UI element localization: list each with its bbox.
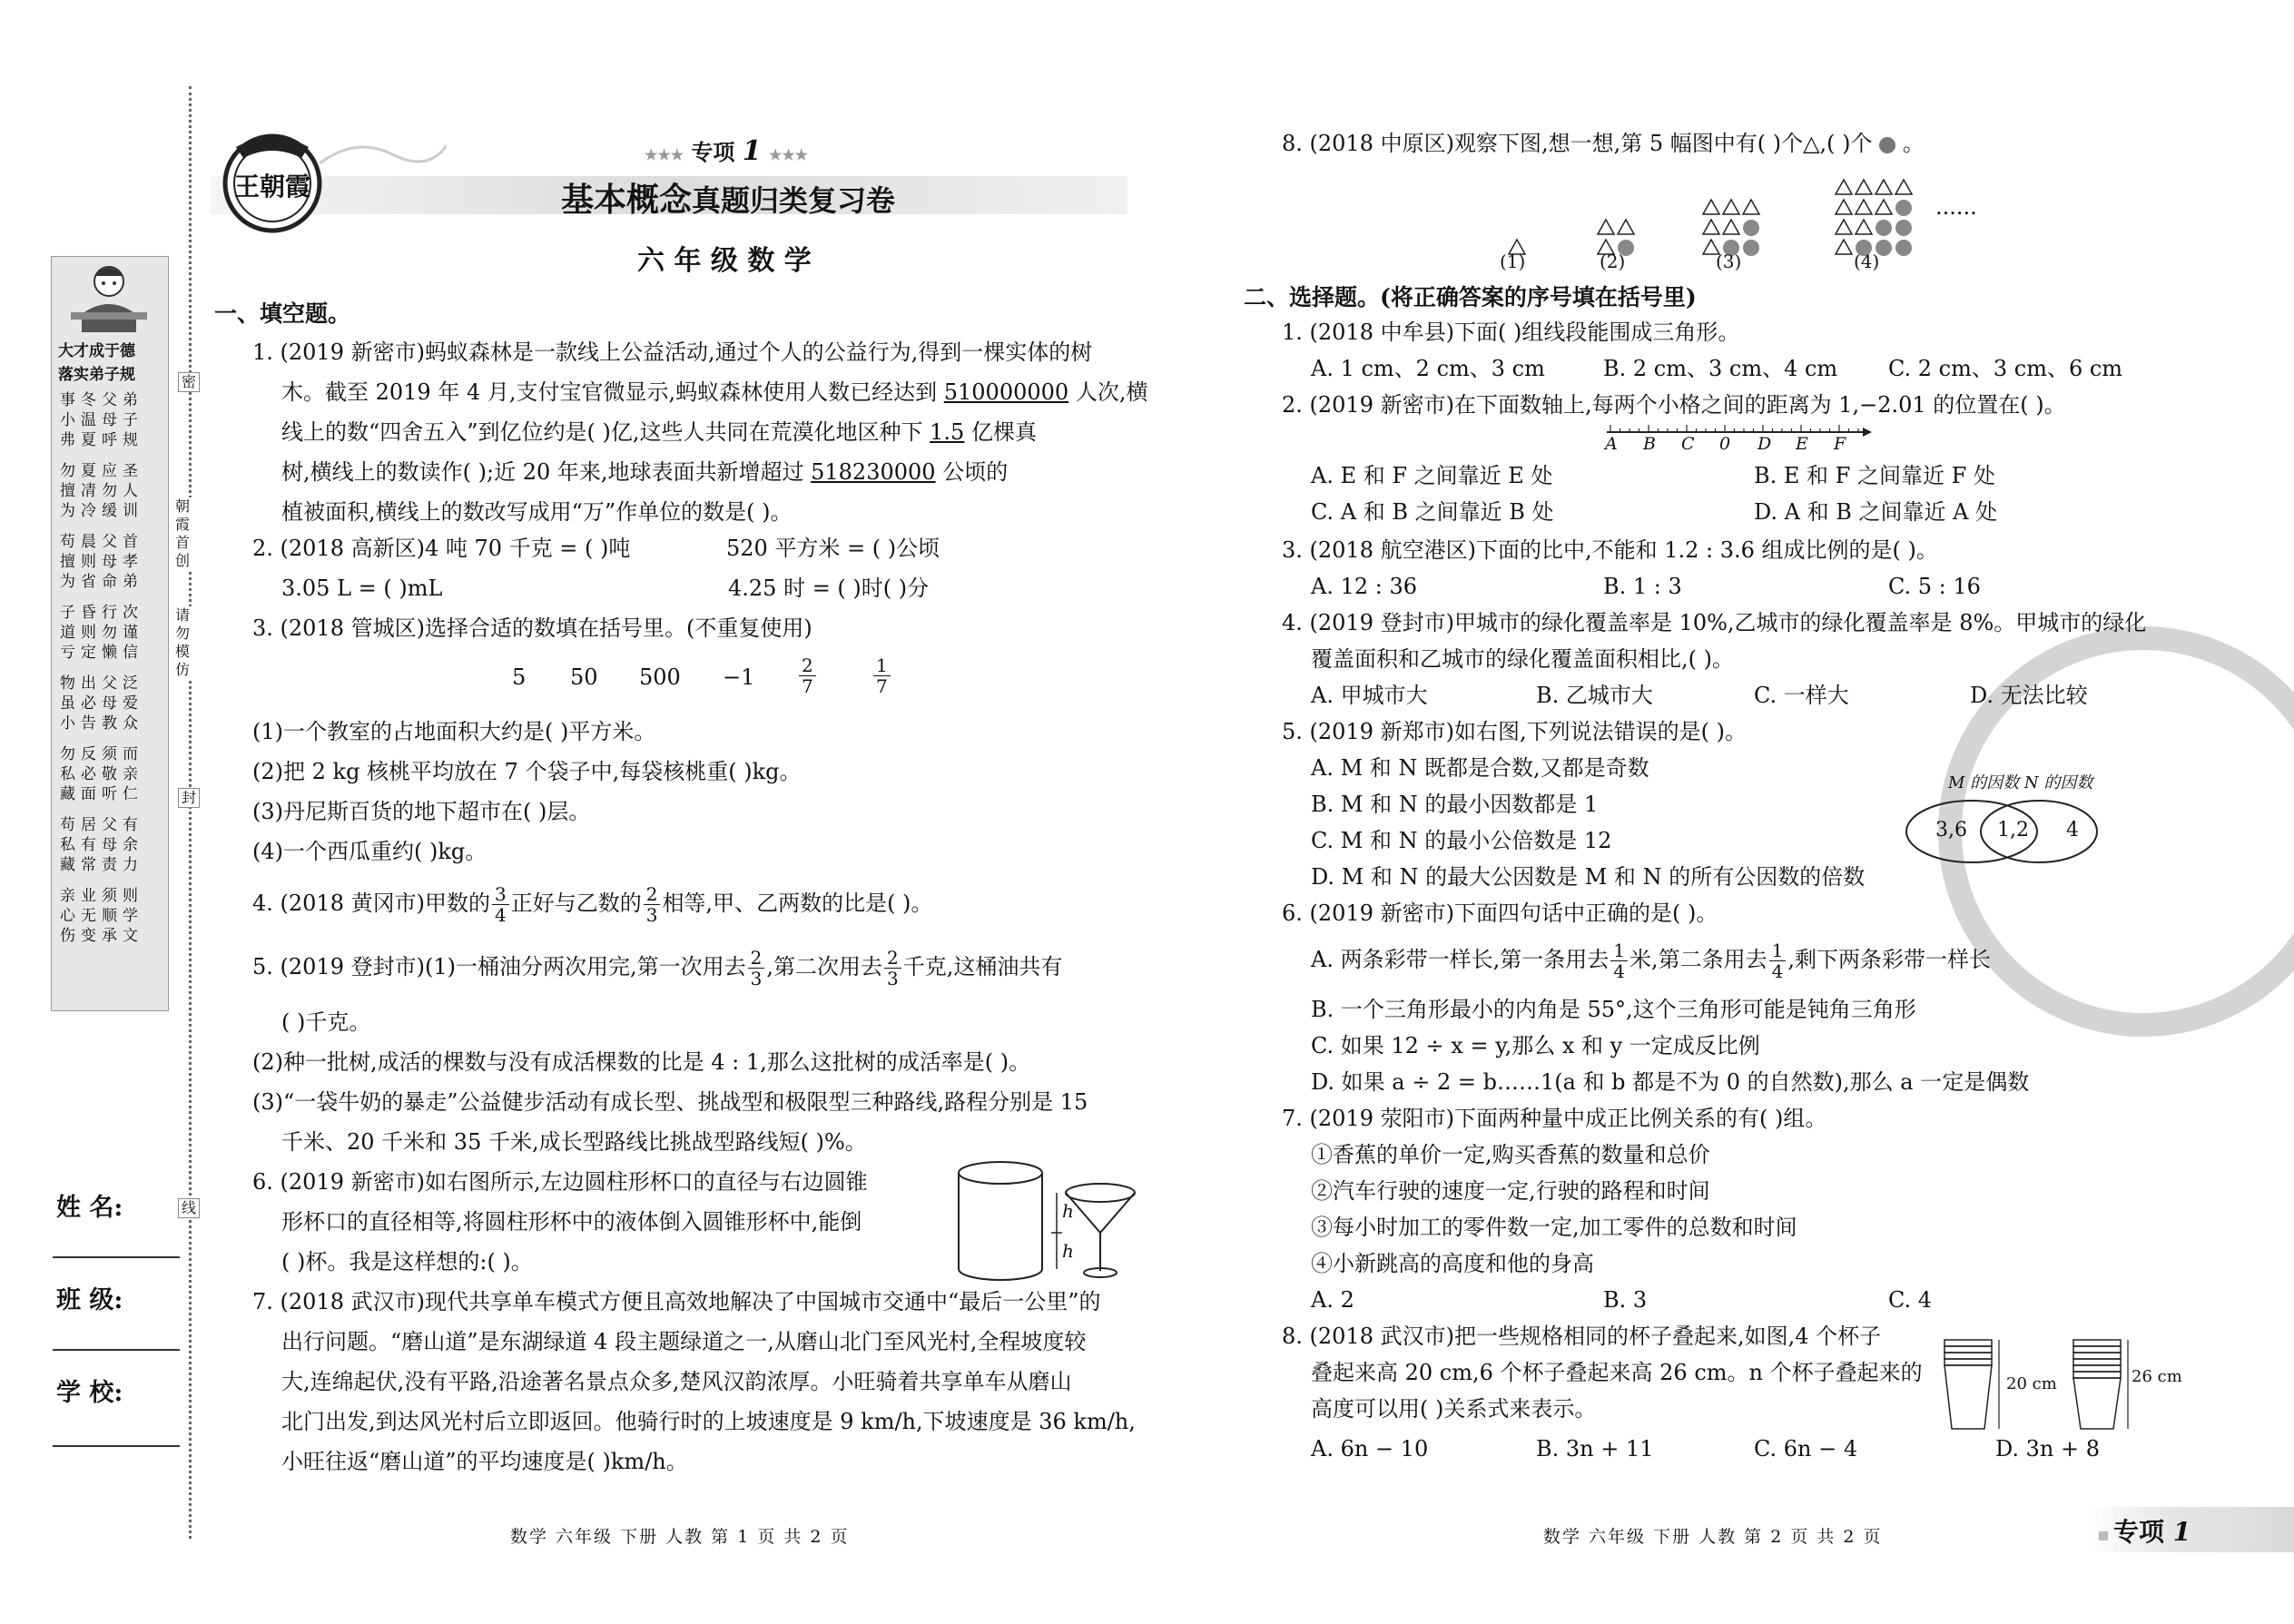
s2q4-option-c[interactable]: C. 一样大 bbox=[1754, 683, 1849, 708]
triangle-mark bbox=[1743, 200, 1759, 214]
class-label: 班 级: bbox=[56, 1286, 123, 1314]
s2q7-option-c[interactable]: C. 4 bbox=[1888, 1287, 1933, 1313]
name-label: 姓 名: bbox=[56, 1194, 123, 1222]
q1-line3: 线上的数“四舍五入”到亿位约是( )亿,这些人共同在荒漠化地区种下 1.5 亿棵真 bbox=[281, 419, 1037, 445]
motto-row: 勿反须而 bbox=[60, 745, 143, 763]
school-label: 学 校: bbox=[56, 1379, 123, 1407]
q5-line1: 5. (2019 登封市)(1)一桶油分两次用完,第一次用去 $\frac{2}{3}$ ,第二次用去 $\frac{2}{3}$ 千克,这桶油共有 bbox=[252, 947, 1063, 989]
q2-line1b: 520 平方米 = ( )公顷 bbox=[726, 536, 940, 561]
pattern-label-1: (1) bbox=[1500, 251, 1526, 272]
class-input-line[interactable] bbox=[53, 1349, 180, 1351]
s2q3-option-b[interactable]: B. 1 : 3 bbox=[1603, 574, 1682, 599]
q1-underlined-trees: 1.5 bbox=[930, 419, 965, 445]
axis-label-A: A bbox=[1605, 434, 1618, 454]
s2q7-item4: ④小新跳高的高度和他的身高 bbox=[1311, 1251, 1594, 1276]
circle-icon bbox=[1879, 137, 1895, 153]
cup-rim bbox=[2073, 1372, 2121, 1378]
section2-title: 二、选择题。(将正确答案的序号填在括号里) bbox=[1244, 284, 1697, 310]
q1-line5: 植被面积,横线上的数改写成用“万”作单位的数是( )。 bbox=[281, 499, 793, 525]
triangle-mark bbox=[1876, 200, 1892, 214]
s2q3-line1: 3. (2018 航空港区)下面的比中,不能和 1.2 : 3.6 组成比例的是( )。 bbox=[1282, 537, 1938, 563]
motto-row: 为省命弟 bbox=[60, 573, 143, 591]
logo-text: 王朝霞 bbox=[233, 172, 310, 202]
s2q1-option-b[interactable]: B. 2 cm、3 cm、4 cm bbox=[1603, 356, 1838, 381]
s2q6-option-d[interactable]: D. 如果 a ÷ 2 = b……1(a 和 b 都是不为 0 的自然数),那么 a 一定是偶数 bbox=[1311, 1069, 2030, 1095]
section1-title: 一、填空题。 bbox=[214, 300, 351, 327]
q8-line1: 8. (2018 中原区)观察下图,想一想,第 5 幅图中有( )个△,( )个 。 bbox=[1282, 131, 1925, 156]
q5-sub3a: (3)“一袋牛奶的暴走”公益健步活动有成长型、挑战型和极限型三种路线,路程分别是 15 bbox=[252, 1089, 1088, 1115]
circle-mark bbox=[1895, 240, 1912, 256]
s2q6-frac-b: $\frac{1}{4}$ bbox=[1769, 940, 1787, 981]
motto-row: 亲业须则 bbox=[60, 887, 143, 905]
triangle-mark bbox=[1723, 200, 1739, 214]
q4-frac-3-4: $\frac{3}{4}$ bbox=[492, 884, 509, 925]
s2q7-item1: ①香蕉的单价一定,购买香蕉的数量和总价 bbox=[1311, 1142, 1710, 1167]
q6-line1: 6. (2019 新密市)如右图所示,左边圆柱形杯口的直径与右边圆锥 bbox=[252, 1169, 868, 1195]
q1-underlined-area: 518230000 bbox=[811, 459, 936, 485]
triangle-mark bbox=[1703, 220, 1719, 234]
q2-line2b: 4.25 时 = ( )时( )分 bbox=[728, 576, 930, 601]
triangle-mark bbox=[1836, 220, 1852, 234]
triangle-mark bbox=[1856, 180, 1872, 194]
seal-mark-feng: 封 bbox=[178, 788, 200, 808]
s2q5-option-b[interactable]: B. M 和 N 的最小因数都是 1 bbox=[1311, 792, 1599, 817]
q5-sub2: (2)种一批树,成活的棵数与没有成活棵数的比是 4 : 1,那么这批树的成活率是( )。 bbox=[252, 1049, 1031, 1075]
cylinder-cone-figure bbox=[955, 1160, 1137, 1284]
motto-row: 私有母余 bbox=[60, 836, 143, 854]
ribbon-decoration bbox=[320, 136, 447, 172]
s2q8-option-d[interactable]: D. 3n + 8 bbox=[1995, 1436, 2101, 1462]
title-bold: 基本概念 bbox=[561, 182, 693, 219]
pattern-label-4: (4) bbox=[1854, 251, 1880, 272]
seal-line bbox=[189, 86, 192, 1539]
motto-row: 私必敬亲 bbox=[60, 765, 143, 783]
s2q5-option-c[interactable]: C. M 和 N 的最小公倍数是 12 bbox=[1311, 828, 1612, 853]
motto-title-1: 大才成于德 bbox=[58, 342, 135, 360]
s2q1-option-c[interactable]: C. 2 cm、3 cm、6 cm bbox=[1888, 356, 2123, 381]
triangle-mark bbox=[1836, 200, 1852, 214]
circle-mark bbox=[1895, 200, 1912, 216]
motto-row: 擅则母孝 bbox=[60, 553, 143, 571]
q1-line2: 木。截至 2019 年 4 月,支付宝官微显示,蚂蚁森林使用人数已经达到 510000000 人次,横 bbox=[281, 379, 1148, 405]
motto-row: 为冷缓训 bbox=[60, 502, 143, 520]
s2q5-option-a[interactable]: A. M 和 N 既都是合数,又都是奇数 bbox=[1311, 755, 1649, 781]
student-cartoon bbox=[54, 260, 163, 334]
motto-row: 虽必母爱 bbox=[60, 694, 143, 713]
s2q4-option-a[interactable]: A. 甲城市大 bbox=[1311, 683, 1428, 708]
footer-left: 数学 六年级 下册 人教 第 1 页 共 2 页 bbox=[510, 1527, 850, 1547]
brand-logo bbox=[218, 127, 327, 236]
q3-line1: 3. (2018 管城区)选择合适的数填在括号里。(不重复使用) bbox=[252, 615, 812, 641]
axis-label-B: B bbox=[1643, 434, 1656, 454]
s2q5-option-d[interactable]: D. M 和 N 的最大公因数是 M 和 N 的所有公因数的倍数 bbox=[1311, 864, 1866, 890]
q3-sub1: (1)一个教室的占地面积大约是( )平方米。 bbox=[252, 719, 656, 744]
cup-rim bbox=[1944, 1340, 1992, 1346]
motto-row: 藏面听仁 bbox=[60, 785, 143, 803]
cup-body bbox=[2073, 1378, 2121, 1429]
s2q8-line3: 高度可以用( )关系式来表示。 bbox=[1311, 1396, 1597, 1422]
pattern-ellipsis: ...... bbox=[1935, 194, 1977, 220]
q3-sub4: (4)一个西瓜重约( )kg。 bbox=[252, 839, 487, 864]
q6-line3: ( )杯。我是这样想的:( )。 bbox=[281, 1249, 533, 1275]
q3-sub2: (2)把 2 kg 核桃平均放在 7 个袋子中,每袋核桃重( )kg。 bbox=[252, 759, 802, 784]
triangle-mark bbox=[1876, 180, 1892, 194]
s2q2-option-c[interactable]: C. A 和 B 之间靠近 B 处 bbox=[1311, 499, 1554, 525]
title-rest: 真题归类复习卷 bbox=[692, 183, 896, 218]
axis-label-D: D bbox=[1757, 434, 1772, 454]
stars-right: ★★★ bbox=[768, 146, 809, 163]
motto-row: 擅凊勿人 bbox=[60, 482, 143, 500]
cup-body bbox=[1944, 1365, 1992, 1429]
motto-row: 物出父泛 bbox=[60, 674, 143, 693]
s2q8-option-b[interactable]: B. 3n + 11 bbox=[1536, 1436, 1654, 1462]
axis-arrow bbox=[1863, 428, 1872, 437]
s2q6-frac-a: $\frac{1}{4}$ bbox=[1610, 940, 1628, 981]
seal-note-no-copy: 请勿模仿 bbox=[171, 606, 194, 679]
motto-row: 藏常责力 bbox=[60, 856, 143, 874]
motto-row: 事冬父弟 bbox=[60, 391, 143, 409]
s2q7-item3: ③每小时加工的零件数一定,加工零件的总数和时间 bbox=[1311, 1215, 1797, 1240]
motto-row: 道则勿谨 bbox=[60, 624, 143, 642]
circle-mark bbox=[1743, 220, 1759, 236]
s2q6-option-b[interactable]: B. 一个三角形最小的内角是 55°,这个三角形可能是钝角三角形 bbox=[1311, 997, 1916, 1022]
motto-row: 苟晨父首 bbox=[60, 533, 143, 551]
venn-right: 4 bbox=[2066, 819, 2079, 842]
stacked-cups-figure bbox=[1941, 1327, 2182, 1436]
motto-row: 小温母子 bbox=[60, 411, 143, 429]
triangle-mark bbox=[1895, 180, 1912, 194]
s2q7-item2: ②汽车行驶的速度一定,行驶的路程和时间 bbox=[1311, 1178, 1710, 1204]
s2q6-option-c[interactable]: C. 如果 12 ÷ x = y,那么 x 和 y 一定成反比例 bbox=[1311, 1033, 1760, 1058]
q4-frac-2-3: $\frac{2}{3}$ bbox=[644, 884, 661, 925]
s2q4-line1: 4. (2019 登封市)甲城市的绿化覆盖率是 10%,乙城市的绿化覆盖率是 8%。甲城市的绿化 bbox=[1282, 610, 2147, 635]
cup-rim bbox=[2073, 1359, 2121, 1365]
cup-rim bbox=[1944, 1359, 1992, 1365]
q3-num-50: 50 bbox=[570, 664, 598, 690]
venn-middle: 1,2 bbox=[1997, 819, 2029, 842]
q6-line2: 形杯口的直径相等,将圆柱形杯中的液体倒入圆锥形杯中,能倒 bbox=[281, 1209, 862, 1235]
s2q8-line1: 8. (2018 武汉市)把一些规格相同的杯子叠起来,如图,4 个杯子 bbox=[1282, 1324, 1882, 1349]
cup-rim bbox=[2073, 1365, 2121, 1372]
motto-row: 伤变承文 bbox=[60, 927, 143, 945]
cups-height-26: 26 cm bbox=[2132, 1367, 2182, 1386]
q3-frac-2-7: $\frac{2}{7}$ bbox=[799, 655, 816, 696]
s2q3-option-c[interactable]: C. 5 : 16 bbox=[1888, 574, 1981, 599]
number-line bbox=[1603, 421, 1876, 458]
s2q6-line1: 6. (2019 新密市)下面四句话中正确的是( )。 bbox=[1282, 901, 1718, 926]
s2q2-option-d[interactable]: D. A 和 B 之间靠近 A 处 bbox=[1754, 499, 1998, 525]
s2q7-option-b[interactable]: B. 3 bbox=[1603, 1287, 1648, 1313]
circle-mark bbox=[1743, 240, 1759, 256]
special-tag bbox=[645, 134, 808, 167]
school-input-line[interactable] bbox=[53, 1445, 180, 1447]
q4-line: 4. (2018 黄冈市)甲数的 $\frac{3}{4}$ 正好与乙数的 $\frac{2}{3}$ 相等,甲、乙两数的比是( )。 bbox=[252, 883, 933, 926]
pattern-label-2: (2) bbox=[1600, 251, 1626, 272]
cup-rim bbox=[2073, 1346, 2121, 1353]
triangle-mark bbox=[1856, 200, 1872, 214]
motto-title-2: 落实弟子规 bbox=[58, 366, 135, 384]
seal-note-original: 朝霞首创 bbox=[171, 497, 194, 570]
s2q5-line1: 5. (2019 新郑市)如右图,下列说法错误的是( )。 bbox=[1282, 719, 1747, 744]
motto-row: 亏定懒信 bbox=[60, 644, 143, 662]
triangle-mark bbox=[1618, 220, 1634, 234]
triangle-mark bbox=[1723, 220, 1739, 234]
subtitle: 六 年 级 数 学 bbox=[637, 245, 812, 277]
q3-num-500: 500 bbox=[639, 664, 681, 690]
motto-row: 心无顺学 bbox=[60, 907, 143, 925]
special-number: 1 bbox=[742, 135, 762, 167]
motto-row: 子昏行次 bbox=[60, 604, 143, 622]
s2q2-option-b[interactable]: B. E 和 F 之间靠近 F 处 bbox=[1754, 463, 1995, 488]
axis-label-0: 0 bbox=[1719, 434, 1731, 454]
q3-num-5: 5 bbox=[512, 664, 527, 690]
venn-title: M 的因数 N 的因数 bbox=[1948, 773, 2093, 792]
square-bullet-icon bbox=[2099, 1531, 2108, 1540]
q7-line3: 大,连绵起伏,没有平路,沿途著名景点众多,楚风汉韵浓厚。小旺骑着共享单车从磨山 bbox=[281, 1369, 1072, 1394]
s2q3-option-a[interactable]: A. 12 : 36 bbox=[1311, 574, 1418, 599]
venn-left: 3,6 bbox=[1935, 819, 1967, 842]
s2q2-option-a[interactable]: A. E 和 F 之间靠近 E 处 bbox=[1311, 463, 1553, 488]
s2q7-option-a[interactable]: A. 2 bbox=[1311, 1287, 1354, 1313]
pattern-label-3: (3) bbox=[1716, 251, 1742, 272]
q1-line1: 1. (2019 新密市)蚂蚁森林是一款线上公益活动,通过个人的公益行为,得到一棵实体的树 bbox=[252, 340, 1093, 365]
q7-line5: 小旺往返“磨山道”的平均速度是( )km/h。 bbox=[281, 1449, 688, 1474]
q7-line4: 北门出发,到达风光村后立即返回。他骑行时的上坡速度是 9 km/h,下坡速度是 36 km/h, bbox=[281, 1409, 1136, 1434]
height-label-bottom: h bbox=[1062, 1240, 1074, 1262]
circle-mark bbox=[1895, 220, 1912, 236]
q1-line4: 树,横线上的数读作( );近 20 年来,地球表面共新增超过 518230000 公顷的 bbox=[281, 459, 1009, 485]
s2q4-line2: 覆盖面积和乙城市的绿化覆盖面积相比,( )。 bbox=[1311, 646, 1734, 672]
triangle-mark bbox=[1856, 220, 1872, 234]
motto-row: 勿夏应圣 bbox=[60, 462, 143, 480]
name-input-line[interactable] bbox=[53, 1256, 180, 1258]
cup-rim bbox=[1944, 1346, 1992, 1353]
cup-rim bbox=[2073, 1340, 2121, 1346]
footer-tag: 专项 1 bbox=[2099, 1512, 2191, 1549]
motto-row: 弗夏呼规 bbox=[60, 431, 143, 449]
s2q4-option-b[interactable]: B. 乙城市大 bbox=[1536, 683, 1653, 708]
triangle-mark bbox=[1598, 220, 1614, 234]
special-label: 专项 bbox=[691, 139, 735, 165]
circle-mark bbox=[1876, 220, 1892, 236]
s2q6-option-a[interactable]: A. 两条彩带一样长,第一条用去 $\frac{1}{4}$ 米,第二条用去 $\frac{1}{4}$ ,剩下两条彩带一样长 bbox=[1311, 940, 1991, 982]
q5-sub3b: 千米、20 千米和 35 千米,成长型路线比挑战型路线短( )%。 bbox=[281, 1129, 867, 1155]
axis-label-C: C bbox=[1681, 434, 1695, 454]
s2q7-line1: 7. (2019 荥阳市)下面两种量中成正比例关系的有( )组。 bbox=[1282, 1106, 1827, 1131]
height-label-top: h bbox=[1062, 1200, 1074, 1222]
footer-right: 数学 六年级 下册 人教 第 2 页 共 2 页 bbox=[1543, 1527, 1883, 1547]
q5-frac-a: $\frac{2}{3}$ bbox=[748, 948, 765, 989]
q7-line1: 7. (2018 武汉市)现代共享单车模式方便且高效地解决了中国城市交通中“最后一公里”的 bbox=[252, 1289, 1101, 1314]
q2-line1a: 2. (2018 高新区)4 吨 70 千克 = ( )吨 bbox=[252, 536, 631, 561]
seal-mark-xian: 线 bbox=[178, 1198, 200, 1218]
s2q4-option-d[interactable]: D. 无法比较 bbox=[1970, 683, 2088, 708]
axis-label-F: F bbox=[1834, 434, 1846, 454]
axis-label-E: E bbox=[1796, 434, 1808, 454]
s2q1-line1: 1. (2018 中牟县)下面( )组线段能围成三角形。 bbox=[1282, 320, 1740, 345]
s2q2-line1: 2. (2019 新密市)在下面数轴上,每两个小格之间的距离为 1,−2.01 的位置在( )。 bbox=[1282, 392, 2066, 418]
s2q8-line2: 叠起来高 20 cm,6 个杯子叠起来高 26 cm。n 个杯子叠起来的 bbox=[1311, 1360, 1923, 1385]
q7-line2: 出行问题。“磨山道”是东湖绿道 4 段主题绿道之一,从磨山北门至风光村,全程坡度较 bbox=[281, 1329, 1087, 1354]
q1-underlined-number: 510000000 bbox=[943, 379, 1069, 405]
triangle-mark bbox=[1703, 200, 1719, 214]
seal-mark-mi: 密 bbox=[178, 372, 200, 392]
q2-line2a: 3.05 L = ( )mL bbox=[281, 576, 443, 601]
triangle-mark bbox=[1836, 240, 1852, 254]
cup-rim bbox=[2073, 1353, 2121, 1359]
q5-line2: ( )千克。 bbox=[281, 1009, 371, 1035]
q3-num-minus1: −1 bbox=[723, 664, 755, 690]
s2q8-option-c[interactable]: C. 6n − 4 bbox=[1754, 1436, 1858, 1462]
venn-diagram bbox=[1888, 770, 2124, 870]
motto-row: 苟居父有 bbox=[60, 816, 143, 834]
motto-grid bbox=[60, 390, 162, 957]
s2q1-option-a[interactable]: A. 1 cm、2 cm、3 cm bbox=[1311, 356, 1545, 381]
triangle-mark bbox=[1836, 180, 1852, 194]
q3-sub3: (3)丹尼斯百货的地下超市在( )层。 bbox=[252, 799, 591, 824]
cup-rim bbox=[1944, 1353, 1992, 1359]
stars-left: ★★★ bbox=[645, 146, 684, 163]
cups-height-20: 20 cm bbox=[2006, 1374, 2057, 1393]
q3-frac-1-7: $\frac{1}{7}$ bbox=[873, 655, 891, 696]
s2q8-option-a[interactable]: A. 6n − 10 bbox=[1311, 1436, 1429, 1462]
motto-row: 小告教众 bbox=[60, 714, 143, 733]
page-title bbox=[561, 174, 895, 221]
q5-frac-b: $\frac{2}{3}$ bbox=[884, 948, 901, 989]
